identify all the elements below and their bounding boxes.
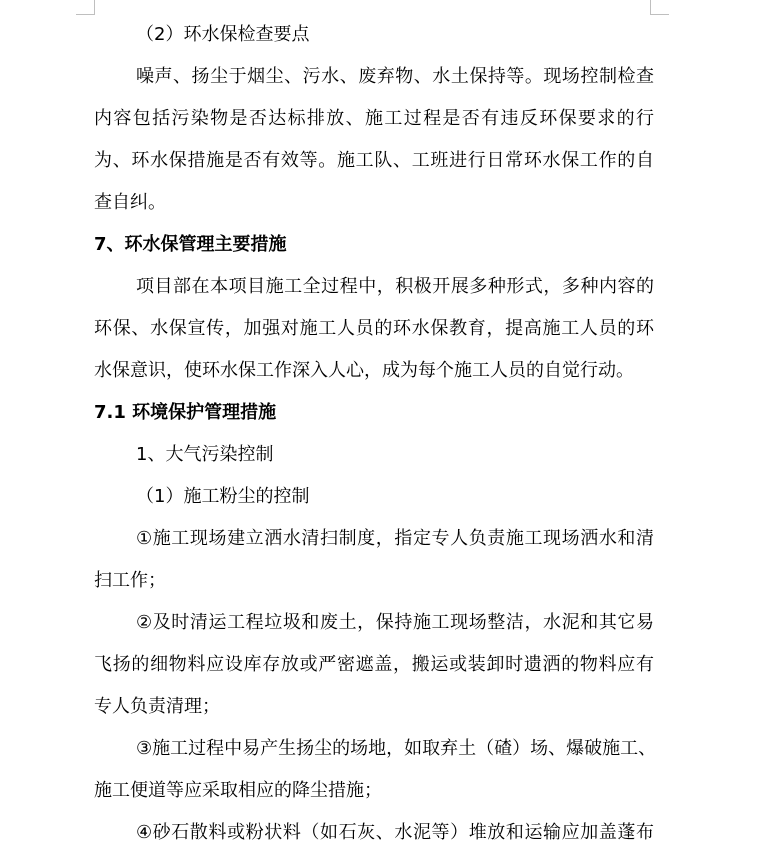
paragraph-line: 内容包括污染物是否达标排放、施工过程是否有违反环保要求的行: [94, 108, 654, 129]
list-heading-air-pollution: 1、大气污染控制: [136, 444, 274, 465]
section-heading-measures: 7、环水保管理主要措施: [94, 234, 287, 255]
list-heading-dust-control: （1）施工粉尘的控制: [136, 486, 310, 507]
section-heading-environment: 7.1 环境保护管理措施: [94, 402, 277, 423]
paragraph-line: 噪声、扬尘于烟尘、污水、废弃物、水土保持等。现场控制检查: [136, 66, 654, 87]
paragraph-line: 水保意识，使环水保工作深入人心，成为每个施工人员的自觉行动。: [94, 360, 634, 381]
list-item-line: ①施工现场建立洒水清扫制度，指定专人负责施工现场洒水和清: [136, 528, 654, 549]
paragraph-line: 为、环水保措施是否有效等。施工队、工班进行日常环水保工作的自: [94, 150, 654, 171]
paragraph-line: 项目部在本项目施工全过程中，积极开展多种形式，多种内容的: [136, 276, 654, 297]
paragraph-line: 查自纠。: [94, 192, 166, 213]
list-item-line: ④砂石散料或粉状料（如石灰、水泥等）堆放和运输应加盖蓬布: [136, 822, 654, 843]
list-item-line: 扫工作；: [94, 570, 166, 591]
subsection-heading-inspection-points: （2）环水保检查要点: [136, 24, 310, 45]
list-item-line: ③施工过程中易产生扬尘的场地，如取弃土（碴）场、爆破施工、: [136, 738, 657, 759]
list-item-line: 施工便道等应采取相应的降尘措施；: [94, 780, 382, 801]
list-item-line: 飞扬的细物料应设库存放或严密遮盖，搬运或装卸时遗洒的物料应有: [94, 654, 654, 675]
crop-mark-right: [650, 0, 669, 15]
paragraph-line: 环保、水保宣传，加强对施工人员的环水保教育，提高施工人员的环: [94, 318, 654, 339]
list-item-line: 专人负责清理；: [94, 696, 220, 717]
list-item-line: ②及时清运工程垃圾和废土，保持施工现场整洁，水泥和其它易: [136, 612, 654, 633]
crop-mark-left: [76, 0, 95, 15]
